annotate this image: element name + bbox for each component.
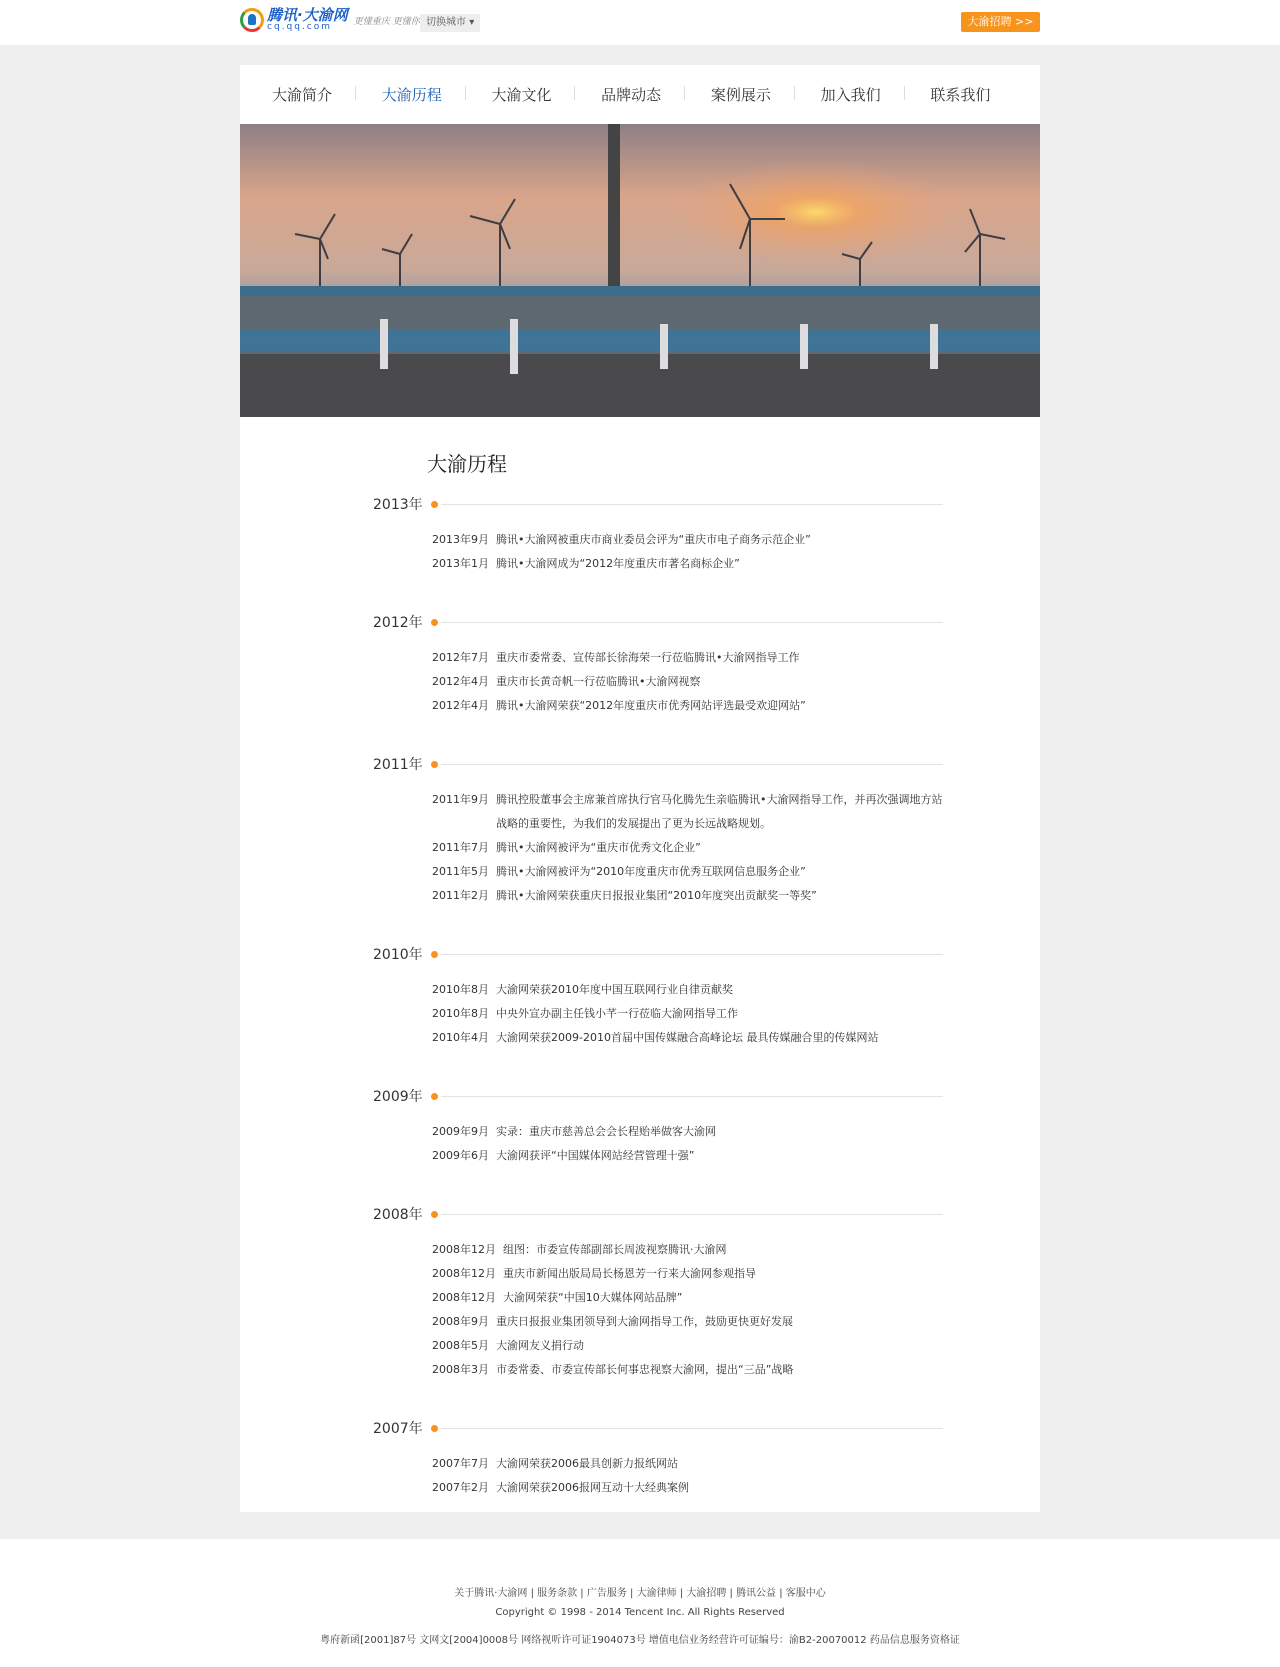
item-text: 腾讯控股董事会主席兼首席执行官马化腾先生亲临腾讯•大渝网指导工作，并再次强调地方站战略的重要性，为我们的发展提出了更为长远战略规划。 [496, 793, 943, 830]
dot-icon [431, 1093, 438, 1100]
item-text: 大渝网荣获2006报网互动十大经典案例 [496, 1481, 689, 1494]
item-date: 2007年2月 [432, 1481, 489, 1494]
timeline-section [373, 944, 943, 1050]
item-date: 2010年8月 [432, 983, 489, 996]
item-text: 腾讯•大渝网荣获重庆日报报业集团“2010年度突出贡献奖一等奖” [496, 889, 817, 902]
timeline-item [432, 1144, 943, 1168]
item-text: 组图：市委宣传部副部长周波视察腾讯·大渝网 [503, 1243, 727, 1256]
timeline-item [432, 1286, 943, 1310]
item-date: 2013年9月 [432, 533, 489, 546]
year-label: 2010年 [373, 947, 423, 963]
divider [441, 622, 943, 623]
slogan: 更懂重庆 更懂你 [353, 16, 420, 27]
tencent-logo-icon [240, 8, 264, 32]
footer-link[interactable]: 关于腾讯·大渝网 [454, 1588, 528, 1599]
divider [441, 1096, 943, 1097]
item-text: 大渝网荣获2006最具创新力报纸网站 [496, 1457, 678, 1470]
footer-link[interactable]: 广告服务 [586, 1588, 627, 1599]
dot-icon [431, 619, 438, 626]
main-nav [240, 65, 1040, 124]
item-date: 2008年12月 [432, 1291, 496, 1304]
item-text: 市委常委、市委宣传部长何事忠视察大渝网，提出“三品”战略 [496, 1363, 794, 1376]
divider [441, 954, 943, 955]
item-date: 2011年9月 [432, 793, 489, 806]
timeline-item [432, 1120, 943, 1144]
main-panel [240, 65, 1040, 1512]
logo-en: cq.qq.com [267, 22, 333, 32]
nav-divider [574, 86, 575, 100]
nav-item-label: 案例展示 [710, 86, 771, 104]
item-date: 2012年4月 [432, 675, 489, 688]
item-date: 2011年2月 [432, 889, 489, 902]
item-date: 2009年6月 [432, 1149, 489, 1162]
nav-divider [684, 86, 685, 100]
nav-item[interactable] [601, 84, 711, 105]
timeline-section [373, 754, 943, 908]
item-text: 腾讯•大渝网被评为“重庆市优秀文化企业” [496, 841, 701, 854]
item-text: 大渝网获评“中国媒体网站经营管理十强” [496, 1149, 695, 1162]
footer-link[interactable]: 大渝律师 [636, 1588, 677, 1599]
item-text: 大渝网荣获“中国10大媒体网站品牌” [503, 1291, 683, 1304]
nav-item[interactable] [272, 84, 382, 105]
timeline-item [432, 978, 943, 1002]
item-text: 腾讯•大渝网被评为“2010年度重庆市优秀互联网信息服务企业” [496, 865, 806, 878]
item-date: 2008年12月 [432, 1243, 496, 1256]
year-label: 2011年 [373, 757, 423, 773]
timeline-item [432, 694, 943, 718]
banner-image [240, 124, 1040, 417]
timeline-item [432, 552, 943, 576]
item-text: 中央外宣办副主任钱小芊一行莅临大渝网指导工作 [496, 1007, 738, 1020]
divider [441, 504, 943, 505]
timeline-section [373, 1204, 943, 1382]
item-text: 大渝网友义捐行动 [496, 1339, 584, 1352]
item-date: 2012年7月 [432, 651, 489, 664]
item-date: 2010年4月 [432, 1031, 489, 1044]
timeline-item [432, 1262, 943, 1286]
nav-item[interactable] [930, 84, 1040, 105]
timeline-item [432, 670, 943, 694]
timeline-item [432, 1026, 943, 1050]
nav-item-label: 加入我们 [820, 86, 881, 104]
item-date: 2013年1月 [432, 557, 489, 570]
timeline-item [432, 1002, 943, 1026]
item-date: 2011年5月 [432, 865, 489, 878]
dot-icon [431, 501, 438, 508]
city-switch-label: 切换城市 [426, 17, 466, 28]
footer-link[interactable]: 客服中心 [785, 1588, 826, 1599]
timeline-section [373, 1086, 943, 1168]
timeline-item [432, 788, 943, 836]
nav-item[interactable] [382, 84, 492, 105]
item-text: 重庆日报报业集团领导到大渝网指导工作，鼓励更快更好发展 [496, 1315, 793, 1328]
timeline-section [373, 612, 943, 718]
logo[interactable] [240, 8, 420, 32]
chevron-down-icon: ▾ [469, 17, 475, 28]
year-label: 2013年 [373, 497, 423, 513]
city-switch-dropdown[interactable] [420, 14, 480, 32]
footer [0, 1539, 1280, 1667]
item-date: 2007年7月 [432, 1457, 489, 1470]
timeline-item [432, 528, 943, 552]
nav-item-label: 联系我们 [930, 86, 991, 104]
nav-divider [794, 86, 795, 100]
item-date: 2008年9月 [432, 1315, 489, 1328]
divider [441, 1214, 943, 1215]
dot-icon [431, 761, 438, 768]
copyright: Copyright © 1998 - 2014 Tencent Inc. All Rights Reserved [495, 1607, 785, 1618]
timeline-item [432, 836, 943, 860]
timeline-item [432, 860, 943, 884]
nav-item[interactable] [491, 84, 601, 105]
timeline-item [432, 1476, 943, 1500]
item-text: 重庆市新闻出版局局长杨恩芳一行来大渝网参观指导 [503, 1267, 756, 1280]
timeline-section [373, 1418, 943, 1500]
footer-links: 关于腾讯·大渝网 | 服务条款 | 广告服务 | 大渝律师 | 大渝招聘 | 腾讯公益 | 客服中心 [454, 1588, 826, 1599]
item-date: 2008年3月 [432, 1363, 489, 1376]
nav-item-label: 品牌动态 [601, 86, 662, 104]
item-text: 重庆市委常委、宣传部长徐海荣一行莅临腾讯•大渝网指导工作 [496, 651, 800, 664]
footer-link[interactable]: 腾讯公益 [736, 1588, 777, 1599]
year-label: 2012年 [373, 615, 423, 631]
recruit-button[interactable]: 大渝招聘 >> [961, 12, 1040, 32]
footer-link[interactable]: 服务条款 [537, 1588, 578, 1599]
item-date: 2008年5月 [432, 1339, 489, 1352]
footer-link[interactable]: 大渝招聘 [686, 1588, 727, 1599]
item-date: 2010年8月 [432, 1007, 489, 1020]
dot-icon [431, 1211, 438, 1218]
year-label: 2007年 [373, 1421, 423, 1437]
page-title: 大渝历程 [427, 452, 507, 476]
timeline [373, 494, 943, 1536]
divider [441, 764, 943, 765]
item-date: 2012年4月 [432, 699, 489, 712]
timeline-item [432, 1452, 943, 1476]
timeline-item [432, 1358, 943, 1382]
nav-item[interactable] [711, 84, 821, 105]
divider [441, 1428, 943, 1429]
item-text: 大渝网荣获2010年度中国互联网行业自律贡献奖 [496, 983, 733, 996]
nav-item-label: 大渝文化 [491, 86, 552, 104]
license-info: 粤府新函[2001]87号 文网文[2004]0008号 网络视听许可证1904073号 增值电信业务经营许可证编号：渝B2-20070012 药品信息服务资格证 [320, 1635, 960, 1646]
item-text: 腾讯•大渝网荣获“2012年度重庆市优秀网站评选最受欢迎网站” [496, 699, 806, 712]
nav-item-label: 大渝历程 [381, 86, 442, 104]
timeline-section [373, 494, 943, 576]
dot-icon [431, 1425, 438, 1432]
item-date: 2011年7月 [432, 841, 489, 854]
nav-divider [465, 86, 466, 100]
item-date: 2008年12月 [432, 1267, 496, 1280]
item-text: 重庆市长黄奇帆一行莅临腾讯•大渝网视察 [496, 675, 701, 688]
nav-item-label: 大渝简介 [272, 86, 333, 104]
nav-item[interactable] [821, 84, 931, 105]
logo-cn: 腾讯·大渝网 [267, 6, 348, 24]
item-date: 2009年9月 [432, 1125, 489, 1138]
item-text: 实录：重庆市慈善总会会长程贻举做客大渝网 [496, 1125, 716, 1138]
timeline-item [432, 1310, 943, 1334]
nav-divider [904, 86, 905, 100]
dot-icon [431, 951, 438, 958]
item-text: 腾讯•大渝网成为“2012年度重庆市著名商标企业” [496, 557, 740, 570]
item-text: 腾讯•大渝网被重庆市商业委员会评为“重庆市电子商务示范企业” [496, 533, 811, 546]
year-label: 2009年 [373, 1089, 423, 1105]
timeline-item [432, 646, 943, 670]
timeline-item [432, 884, 943, 908]
timeline-item [432, 1334, 943, 1358]
nav-divider [355, 86, 356, 100]
top-bar [0, 0, 1280, 45]
item-text: 大渝网荣获2009-2010首届中国传媒融合高峰论坛 最具传媒融合里的传媒网站 [496, 1031, 879, 1044]
year-label: 2008年 [373, 1207, 423, 1223]
timeline-item [432, 1238, 943, 1262]
